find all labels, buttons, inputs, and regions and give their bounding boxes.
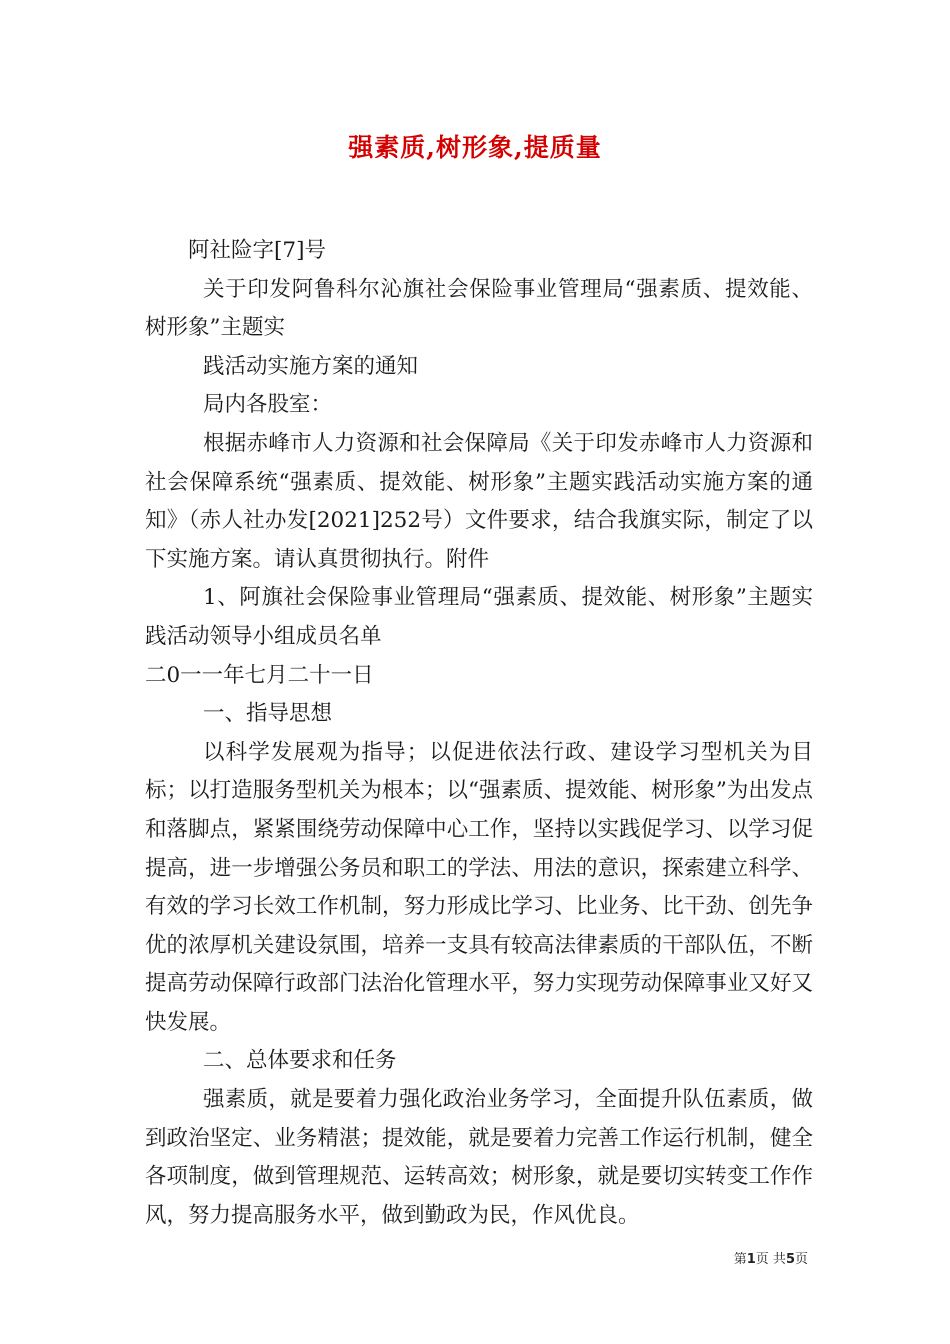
doc-number: 阿社险字[7]号 — [188, 238, 326, 263]
footer-current-page: 1 — [746, 1252, 756, 1267]
footer-middle: 页 共 — [755, 1252, 786, 1267]
document-title: 强素质,树形象,提质量 — [348, 133, 602, 162]
section-heading-2: 二、总体要求和任务 — [203, 1048, 397, 1074]
section-1-paragraph: 以科学发展观为指导；以促进依法行政、建设学习型机关为目标；以打造服务型机关为根本；以“强素质、提效能、树形象”为出发点和落脚点，紧紧围绕劳动保障中心工作，坚持以实践促学习、以学习促提高，进一步增强公务员和职工的学法、用法的意识，探索建立科学、有效的学习长效工作机制，努力形成比学习、比业务、比干劲、创先争优的浓厚机关建设氛围，培养一支具有较高法律素质的干部队伍，不断提高劳动保障行政部门法治化管理水平，努力实现劳动保障事业又好又快发展。 — [145, 739, 813, 1035]
notice-heading-line-2: 践活动实施方案的通知 — [203, 353, 419, 379]
issue-date: 二0一一年七月二十一日 — [145, 662, 374, 688]
document-body — [145, 232, 813, 1235]
section-heading-1: 一、指导思想 — [203, 701, 333, 727]
attachment-item: 1、阿旗社会保险事业管理局“强素质、提效能、树形象”主题实践活动领导小组成员名单 — [145, 585, 813, 649]
intro-paragraph: 根据赤峰市人力资源和社会保障局《关于印发赤峰市人力资源和社会保障系统“强素质、提效能、树形象”主题实践活动实施方案的通知》（赤人社办发[2021]252号）文件要求，结合我旗实际，制定了以下实施方案。请认真贯彻执行。附件 — [145, 430, 813, 572]
footer-suffix: 页 — [794, 1252, 808, 1267]
footer-prefix: 第 — [733, 1252, 747, 1267]
footer-total-pages: 5 — [785, 1252, 795, 1267]
addressee: 局内各股室： — [203, 392, 333, 418]
notice-heading-line-1: 关于印发阿鲁科尔沁旗社会保险事业管理局“强素质、提效能、树形象”主题实 — [145, 276, 813, 341]
section-2-paragraph: 强素质，就是要着力强化政治业务学习，全面提升队伍素质，做到政治坚定、业务精湛；提效能，就是要着力完善工作运行机制，健全各项制度，做到管理规范、运转高效；树形象，就是要切实转变工作作风，努力提高服务水平，做到勤政为民，作风优良。 — [145, 1087, 813, 1228]
page-footer — [734, 1248, 808, 1267]
